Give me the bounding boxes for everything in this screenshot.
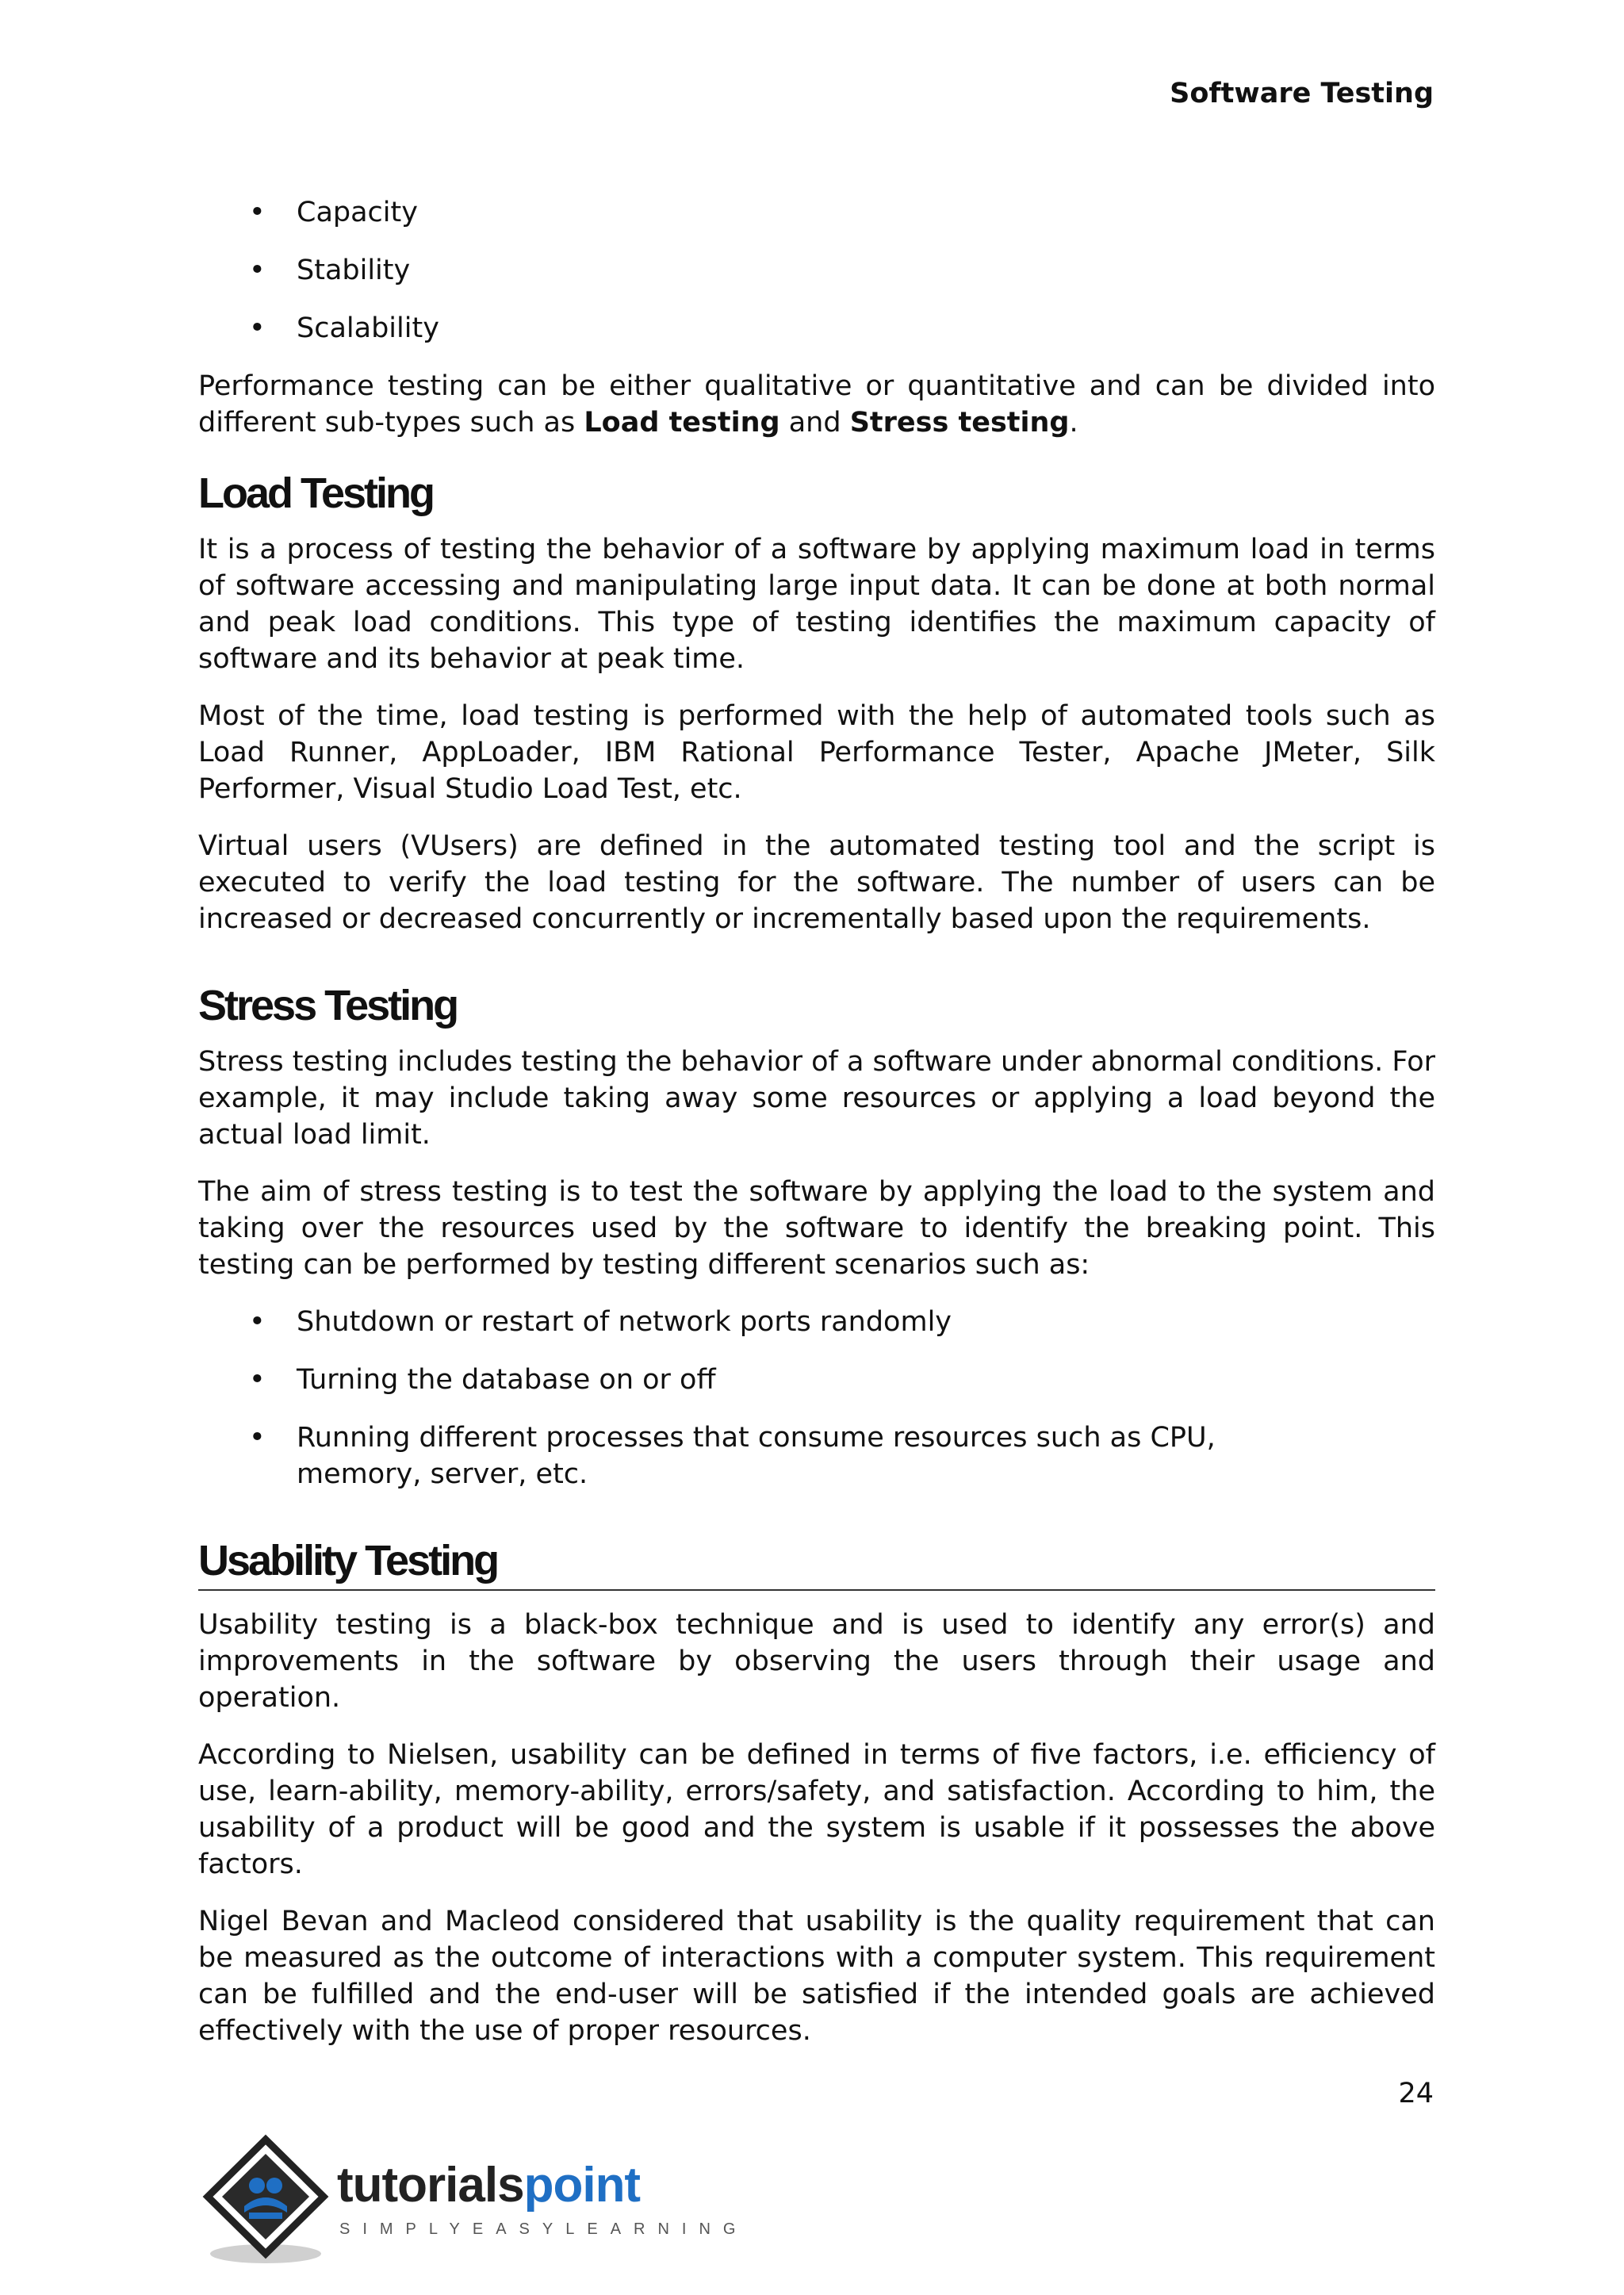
logo-tagline: SIMPLYEASYLEARNING	[339, 2220, 749, 2238]
bullet-icon: •	[249, 312, 266, 344]
paragraph: Most of the time, load testing is performed with the help of automated tools such as Load Runner, AppLoader, IBM Rational Performance Tester, Apache JMeter, Silk Performer, Visual Studio Load Test, etc.	[198, 700, 1435, 805]
logo-wordmark: tutorialspoint	[337, 2158, 641, 2213]
list-item: • Running different processes that consume resources such as CPU, memory, server, etc.	[198, 1420, 1435, 1492]
load-testing-term: Load testing	[584, 407, 780, 439]
paragraph: According to Nielsen, usability can be defined in terms of five factors, i.e. efficiency of use, learn-ability, memory-ability, errors/safety, and satisfaction. According to him, the usability of a product will be good and the system is usable if it possesses the above factors.	[198, 1739, 1435, 1880]
bullet-icon: •	[249, 1306, 266, 1338]
logo-diamond-icon	[198, 2133, 333, 2268]
load-testing-heading: Load Testing	[198, 469, 433, 517]
stress-testing-heading: Stress Testing	[198, 982, 458, 1029]
running-header: Software Testing	[1170, 78, 1434, 109]
stress-testing-term: Stress testing	[849, 407, 1070, 439]
paragraph: Stress testing includes testing the behavior of a software under abnormal conditions. For example, it may include taking away some resources or applying a load beyond the actual load limit.	[198, 1046, 1436, 1151]
bullet-icon: •	[249, 1364, 266, 1396]
list-item: • Capacity	[198, 194, 1435, 231]
usability-testing-heading: Usability Testing	[198, 1537, 1435, 1591]
paragraph: It is a process of testing the behavior of a software by applying maximum load in terms of software accessing and manipulating large input data. It can be done at both normal and peak load conditions. This type of testing identifies the maximum capacity of software and its behavior at peak time.	[198, 534, 1435, 675]
page-number: 24	[1398, 2078, 1434, 2109]
paragraph: Virtual users (VUsers) are defined in the automated testing tool and the script is executed to verify the load testing for the software. The number of users can be increased or decreased concurrently or incrementally based upon the requirements.	[198, 830, 1435, 935]
list-item: • Scalability	[198, 310, 1435, 347]
bullet-icon: •	[249, 1422, 266, 1454]
stress-scenarios-list	[198, 1304, 1435, 1492]
page-content	[198, 194, 1435, 2070]
list-item: • Stability	[198, 252, 1435, 289]
bullet-icon: •	[249, 255, 266, 286]
paragraph: Usability testing is a black-box technique and is used to identify any error(s) and improvements in the software by observing the users through their usage and operation.	[198, 1609, 1435, 1714]
intro-paragraph: Performance testing can be either qualitative or quantitative and can be divided into different sub-types such as Load testing and Stress testing.	[198, 370, 1435, 439]
paragraph: The aim of stress testing is to test the software by applying the load to the system and taking over the resources used by the software to identify the breaking point. This testing can be performed by testing different scenarios such as:	[198, 1176, 1435, 1281]
list-item: • Turning the database on or off	[198, 1362, 1435, 1398]
paragraph: Nigel Bevan and Macleod considered that usability is the quality requirement that can be measured as the outcome of interactions with a computer system. This requirement can be fulfilled and the end-user will be satisfied if the intended goals are achieved effectively with the use of proper resources.	[198, 1906, 1435, 2047]
tutorialspoint-logo	[198, 2133, 749, 2276]
list-item: • Shutdown or restart of network ports randomly	[198, 1304, 1435, 1340]
bullet-icon: •	[249, 197, 266, 228]
intro-bullet-list	[198, 194, 1435, 347]
